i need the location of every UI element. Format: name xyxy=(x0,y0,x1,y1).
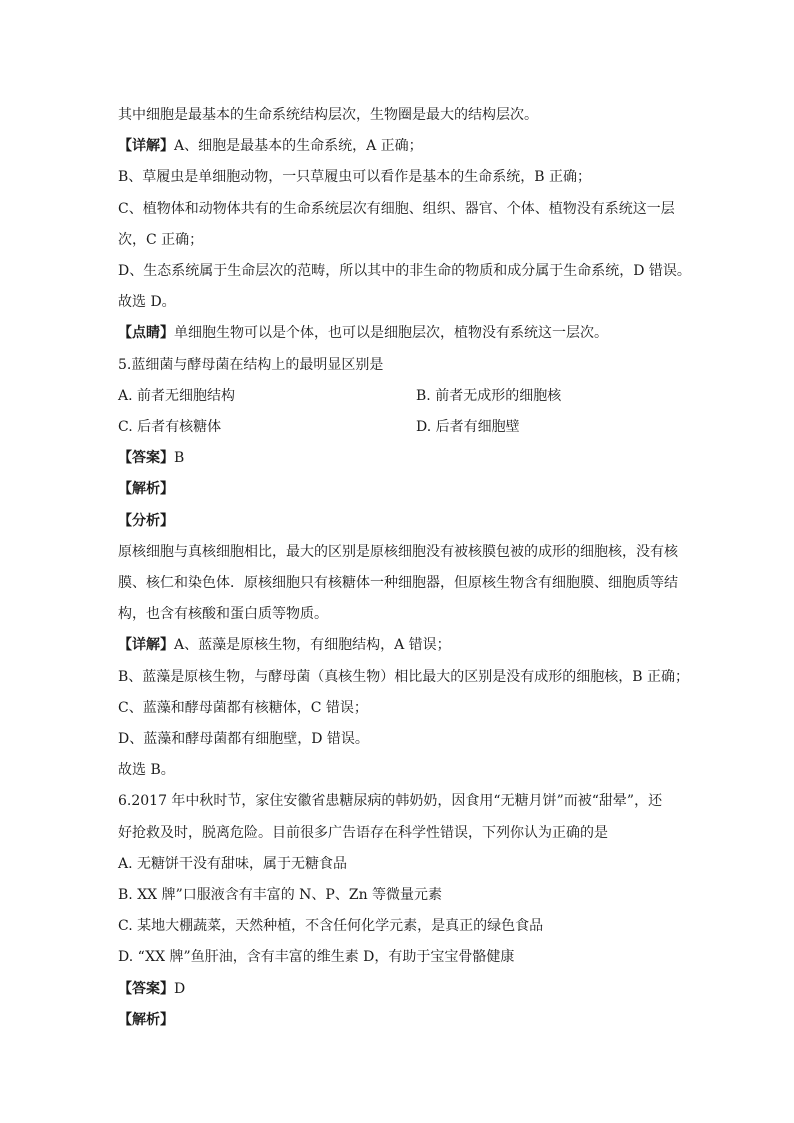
question-6-stem-2: 好抢救及时，脱离危险。目前很多广告语存在科学性错误，下列你认为正确的是 xyxy=(118,824,608,841)
analysis-heading-2 xyxy=(118,1005,714,1036)
text-line-10: 膜、核仁和染色体．原核细胞只有核糖体一种细胞器，但原核生物含有细胞膜、细胞质等结 xyxy=(118,575,678,592)
answer-line: 【答案】B xyxy=(118,450,185,467)
question-5-options-row-1 xyxy=(118,381,714,412)
question-6-option-d: D. “XX 牌”鱼肝油，含有丰富的维生素 D，有助于宝宝骨骼健康 xyxy=(118,949,515,966)
section-tag: 【解析】 xyxy=(118,1011,174,1028)
question-6-option-a: A. 无糖饼干没有甜味，属于无糖食品 xyxy=(118,855,348,872)
analysis-heading xyxy=(118,474,714,505)
section-tag: 【分析】 xyxy=(118,512,174,529)
section-tag: 【点睛】 xyxy=(118,325,174,342)
text-line-15: D、蓝藻和酵母菌都有细胞壁，D 错误。 xyxy=(118,731,369,748)
text-line-6: D、生态系统属于生命层次的范畴，所以其中的非生命的物质和成分属于生命系统，D 错误。 xyxy=(118,263,691,280)
text-line-1: 其中细胞是最基本的生命系统结构层次，生物圈是最大的结构层次。 xyxy=(118,107,538,123)
section-tag: 【解析】 xyxy=(118,481,174,498)
option-a: A. 前者无细胞结构 xyxy=(118,387,236,404)
option-c: C. 后者有核糖体 xyxy=(118,419,222,436)
text-line-4: C、植物体和动物体共有的生命系统层次有细胞、组织、器官、个体、植物没有系统这一层 xyxy=(118,200,675,217)
text-line-7: 故选 D。 xyxy=(118,294,176,311)
option-b: B. 前者无成形的细胞核 xyxy=(416,387,562,404)
section-tag: 【答案】 xyxy=(118,980,174,997)
option-d: D. 后者有细胞壁 xyxy=(416,419,520,436)
text-line-5: 次，C 正确； xyxy=(118,231,204,248)
text-line-8: 【点睛】单细胞生物可以是个体，也可以是细胞层次，植物没有系统这一层次。 xyxy=(118,325,608,342)
question-6-stem-1: 6.2017 年中秋时节，家住安徽省患糖尿病的韩奶奶，因食用“无糖月饼”而被“甜晕”，还 xyxy=(118,793,663,810)
question-5-options-row-2 xyxy=(118,412,714,443)
section-tag: 【答案】 xyxy=(118,450,174,467)
text-line-9: 原核细胞与真核细胞相比，最大的区别是原核细胞没有被核膜包被的成形的细胞核，没有核 xyxy=(118,543,678,560)
question-5-stem: 5.蓝细菌与酵母菌在结构上的最明显区别是 xyxy=(118,356,384,373)
section-tag: 【详解】 xyxy=(118,138,174,155)
text-line-12: 【详解】A、蓝藻是原核生物，有细胞结构，A 错误； xyxy=(118,637,451,654)
text-line-14: C、蓝藻和酵母菌都有核糖体，C 错误； xyxy=(118,699,368,716)
question-6-option-c: C. 某地大棚蔬菜，天然种植，不含任何化学元素，是真正的绿色食品 xyxy=(118,918,544,935)
text-line-16: 故选 B。 xyxy=(118,762,175,779)
analysis-subheading xyxy=(118,506,714,537)
text-line-2: 【详解】A、细胞是最基本的生命系统，A 正确； xyxy=(118,138,423,155)
text-line-13: B、蓝藻是原核生物，与酵母菌（真核生物）相比最大的区别是没有成形的细胞核，B 正确； xyxy=(118,668,690,685)
answer-line-2: 【答案】D xyxy=(118,980,186,997)
section-tag: 【详解】 xyxy=(118,637,174,654)
text-line-3: B、草履虫是单细胞动物，一只草履虫可以看作是基本的生命系统，B 正确； xyxy=(118,169,592,186)
question-6-option-b: B. XX 牌”口服液含有丰富的 N、P、Zn 等微量元素 xyxy=(118,887,443,904)
text-line-11: 构，也含有核酸和蛋白质等物质。 xyxy=(118,606,328,623)
